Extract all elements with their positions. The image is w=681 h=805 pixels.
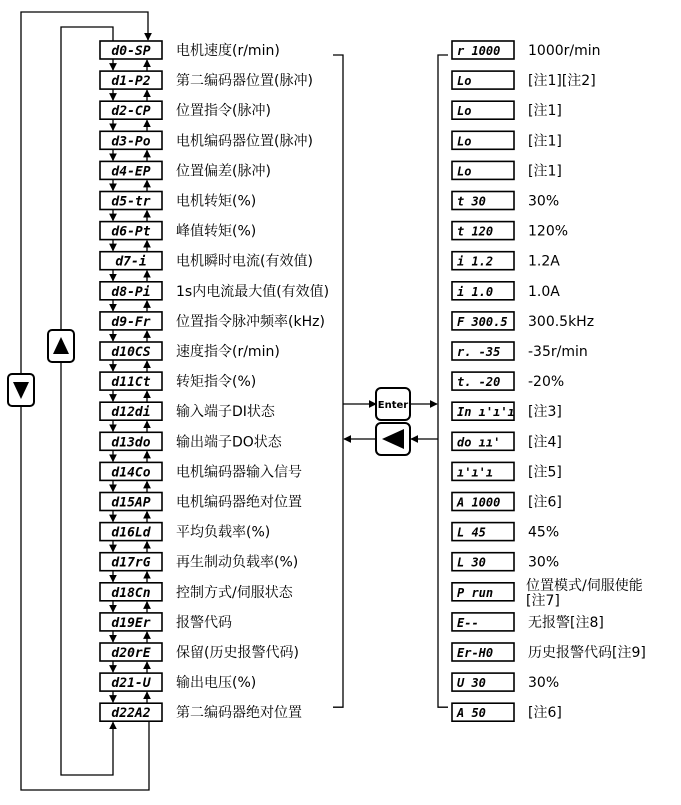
up-button[interactable] (48, 330, 74, 362)
value-note: [注7] (526, 592, 560, 609)
value-label: 1.2A (528, 253, 560, 270)
description-label: 位置偏差(脉冲) (176, 163, 271, 180)
value-label: 无报警[注8] (528, 614, 604, 631)
display-value: P run (457, 585, 494, 600)
display-value: ı'ı'ı (457, 465, 494, 480)
value-label: [注3] (528, 404, 562, 421)
value-label: [注5] (528, 464, 562, 481)
code-label: d19Er (111, 615, 151, 631)
code-label: d3-Po (111, 134, 151, 150)
description-label: 再生制动负载率(%) (176, 554, 299, 571)
description-label: 输出电压(%) (176, 675, 257, 692)
description-label: 输出端子DO状态 (176, 434, 282, 451)
display-value: r. -35 (457, 345, 501, 359)
value-label: 1.0A (528, 283, 560, 300)
code-label: d22A2 (111, 706, 151, 722)
code-label: d16Ld (111, 525, 151, 541)
code-label: d0-SP (111, 44, 151, 59)
enter-label: Enter (377, 400, 409, 411)
code-label: d14Co (111, 465, 151, 481)
display-value: Lo (457, 134, 472, 149)
loop-line (438, 55, 448, 707)
description-label: 第二编码器位置(脉冲) (176, 73, 313, 90)
code-label: d4-EP (111, 164, 151, 180)
display-value: i 1.2 (457, 254, 494, 269)
value-label: [注1] (528, 163, 562, 180)
code-label: d5-tr (111, 194, 151, 210)
display-value: F 300.5 (457, 314, 508, 329)
code-label: d7-i (115, 254, 147, 270)
value-label: 45% (528, 524, 560, 541)
description-label: 第二编码器绝对位置 (176, 705, 302, 722)
description-label: 电机瞬时电流(有效值) (176, 253, 313, 270)
code-label: d9-Fr (111, 314, 151, 330)
code-label: d21-U (111, 676, 151, 692)
code-label: d15AP (111, 495, 151, 511)
code-label: d1-P2 (111, 74, 151, 90)
display-value: In ı'ı'ı (457, 405, 515, 420)
description-label: 速度指令(r/min) (176, 344, 280, 360)
parameter-rows (100, 41, 646, 721)
display-value: i 1.0 (457, 284, 494, 299)
display-value: r 1000 (457, 44, 501, 58)
description-label: 位置指令脉冲频率(kHz) (176, 313, 325, 330)
back-button[interactable] (376, 423, 410, 455)
description-label: 转矩指令(%) (176, 374, 257, 391)
display-value: t. -20 (457, 375, 501, 390)
description-label: 电机编码器位置(脉冲) (176, 133, 313, 150)
display-value: A 50 (457, 706, 486, 721)
description-label: 峰值转矩(%) (176, 223, 257, 240)
code-label: d17rG (111, 555, 151, 571)
description-label: 报警代码 (176, 614, 232, 631)
display-value: U 30 (457, 676, 486, 691)
value-label: 30% (528, 675, 560, 692)
value-label: 历史报警代码[注9] (528, 645, 646, 661)
description-label: 电机编码器输入信号 (176, 464, 302, 481)
code-label: d20rE (111, 646, 151, 661)
code-label: d11Ct (111, 375, 151, 391)
code-label: d2-CP (111, 104, 151, 120)
value-label: -20% (528, 374, 565, 391)
display-value: E-- (457, 615, 479, 630)
display-value: L 45 (457, 525, 486, 540)
display-value: Lo (457, 74, 472, 89)
value-label: 1000r/min (528, 43, 601, 59)
value-label: [注1] (528, 133, 562, 150)
code-label: d12di (111, 405, 151, 421)
description-label: 电机转矩(%) (176, 193, 257, 210)
display-value: t 30 (457, 194, 486, 209)
value-label: 30% (528, 554, 560, 571)
value-label: [注6] (528, 494, 562, 511)
value-label: 位置模式/伺服使能 (526, 577, 643, 594)
display-value: do ıı' (457, 435, 501, 450)
code-label: d10CS (111, 345, 151, 360)
code-label: d6-Pt (111, 224, 151, 240)
value-label: [注6] (528, 705, 562, 722)
value-label: [注4] (528, 434, 562, 451)
loop-line (333, 55, 343, 707)
description-label: 电机速度(r/min) (176, 43, 280, 59)
enter-button[interactable] (376, 388, 410, 420)
value-label: 300.5kHz (528, 313, 595, 330)
display-value: Lo (457, 164, 472, 179)
value-label: [注1][注2] (528, 73, 596, 90)
description-label: 控制方式/伺服状态 (176, 584, 293, 601)
code-label: d13do (111, 435, 151, 451)
description-label: 平均负载率(%) (176, 524, 271, 541)
description-label: 输入端子DI状态 (176, 404, 275, 421)
description-label: 电机编码器绝对位置 (176, 494, 302, 511)
value-label: 30% (528, 193, 560, 210)
code-label: d8-Pi (111, 284, 151, 300)
code-label: d18Cn (111, 585, 151, 601)
display-value: Lo (457, 104, 472, 119)
display-value: A 1000 (457, 495, 501, 510)
description-label: 1s内电流最大值(有效值) (176, 283, 330, 300)
description-label: 保留(历史报警代码) (176, 645, 299, 661)
display-value: L 30 (457, 555, 486, 570)
display-value: Er-H0 (457, 646, 494, 660)
display-value: t 120 (457, 224, 494, 239)
value-label: -35r/min (528, 344, 588, 360)
down-button[interactable] (8, 374, 34, 406)
description-label: 位置指令(脉冲) (176, 103, 271, 120)
value-label: [注1] (528, 103, 562, 120)
value-label: 120% (528, 223, 569, 240)
